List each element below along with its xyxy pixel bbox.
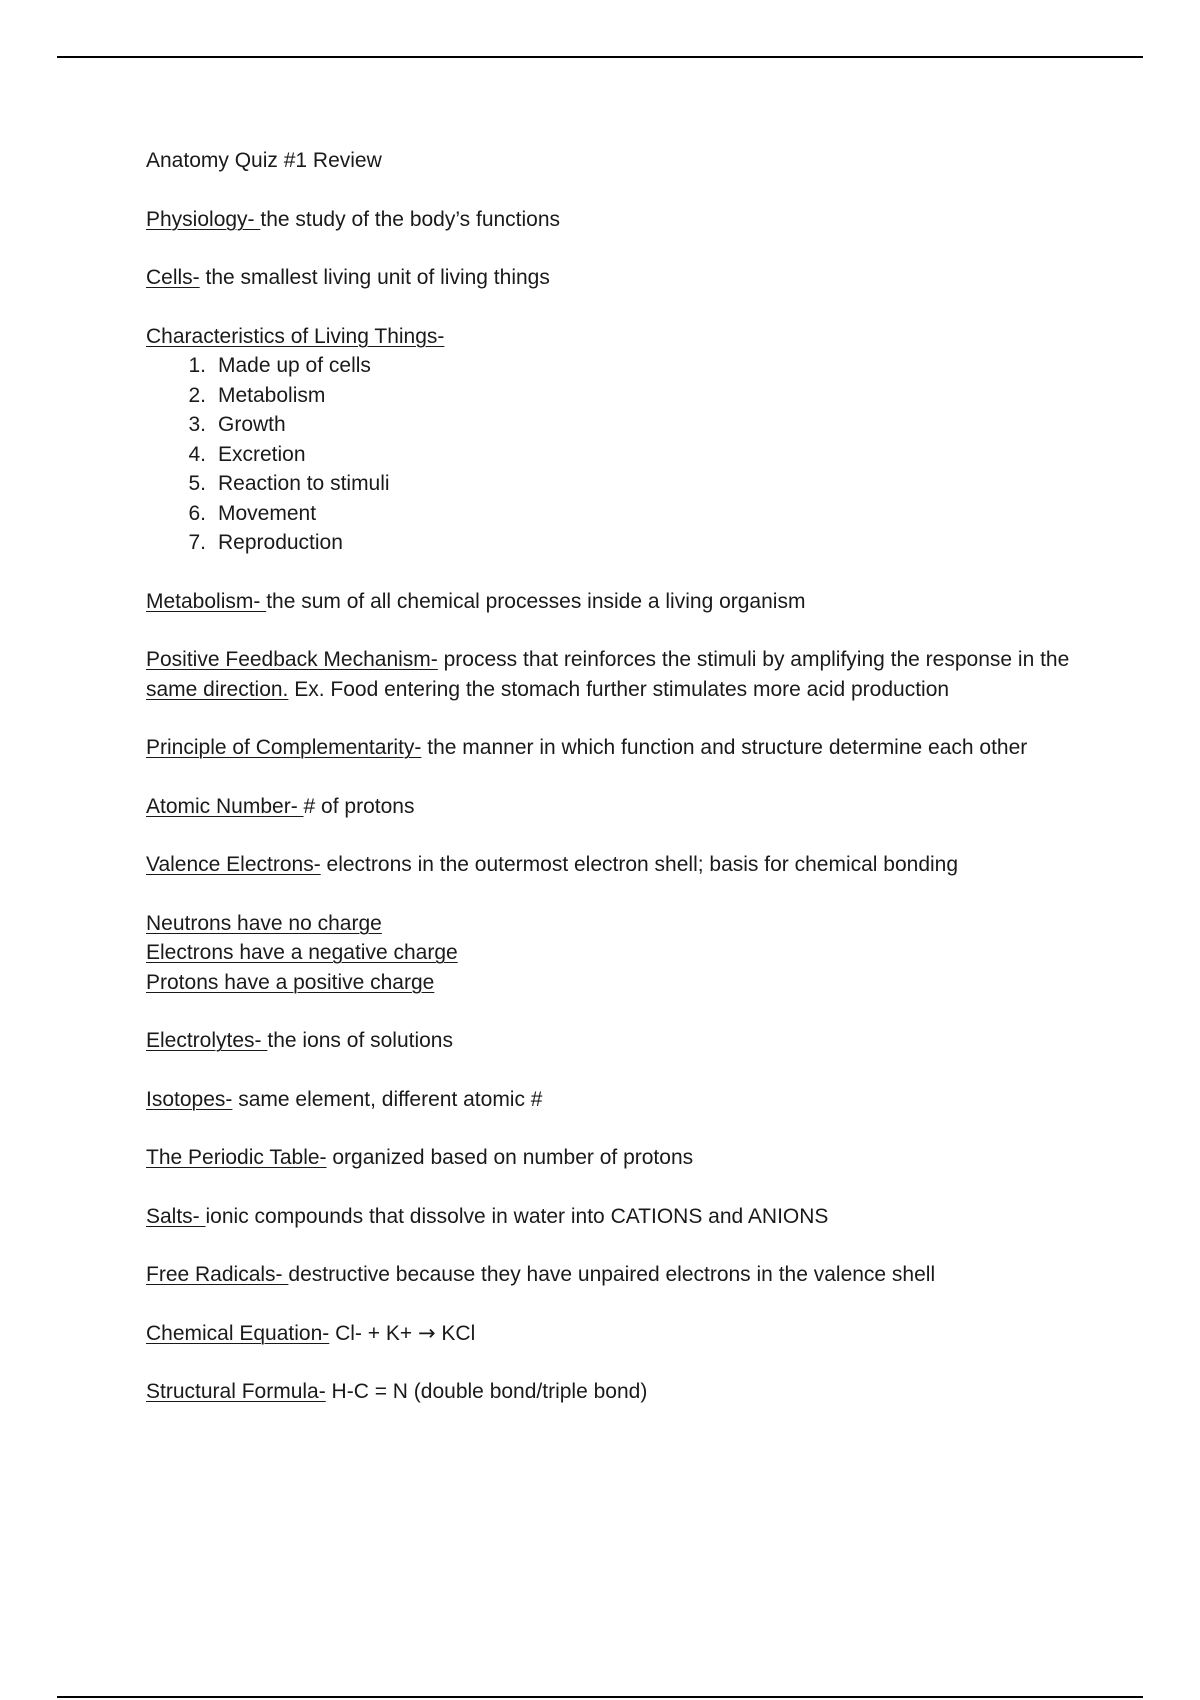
document-body [146, 146, 1096, 1407]
list-item: 2. Metabolism [188, 383, 326, 407]
entry-salts: Salts- ionic compounds that dissolve in water into CATIONS and ANIONS [146, 1204, 829, 1228]
entry-characteristics [146, 322, 1096, 352]
term-periodic-table: The Periodic Table- [146, 1146, 327, 1169]
term-positive-feedback: Positive Feedback Mechanism- [146, 648, 438, 671]
list-item: 5. Reaction to stimuli [188, 472, 390, 495]
term-structural-formula: Structural Formula- [146, 1380, 326, 1403]
term-complementarity: Principle of Complementarity- [146, 736, 422, 759]
list-item: 4. Excretion [188, 442, 306, 466]
term-cells: Cells- [146, 266, 200, 289]
term-characteristics: Characteristics of Living Things- [146, 324, 445, 348]
entry-periodic-table: The Periodic Table- organized based on number of protons [146, 1146, 694, 1169]
list-item: 7. Reproduction [188, 531, 343, 554]
entry-valence-electrons: Valence Electrons- electrons in the outermost electron shell; basis for chemical bonding [146, 853, 959, 876]
charge-electrons: Electrons have a negative charge [146, 941, 458, 964]
entry-atomic-number: Atomic Number- # of protons [146, 794, 415, 818]
list-item: 6. Movement [188, 501, 317, 525]
term-isotopes: Isotopes- [146, 1087, 233, 1111]
entry-cells [146, 263, 1096, 293]
def-physiology: the study of the body’s functions [260, 207, 561, 231]
charge-protons: Protons have a positive charge [146, 970, 435, 994]
entry-isotopes: Isotopes- same element, different atomic # [146, 1087, 543, 1111]
header-rule [57, 56, 1143, 58]
entry-positive-feedback: Positive Feedback Mechanism- process that reinforces the stimuli by amplifying the response in the same direction. Ex. Food entering the stomach further stimulates more acid production [146, 648, 1070, 701]
entry-physiology [146, 205, 1096, 235]
same-direction-emphasis: same direction. [146, 677, 289, 701]
charge-neutrons: Neutrons have no charge [146, 911, 382, 935]
term-metabolism: Metabolism- [146, 589, 267, 613]
term-salts: Salts- [146, 1204, 206, 1228]
term-chemical-equation: Chemical Equation- [146, 1321, 330, 1345]
term-valence-electrons: Valence Electrons- [146, 853, 321, 876]
list-item: 3. Growth [188, 413, 286, 436]
entry-metabolism [146, 587, 1096, 617]
term-physiology: Physiology- [146, 207, 261, 231]
charges-block [146, 909, 1096, 998]
def-metabolism: the sum of all chemical processes inside a living organism [266, 589, 806, 613]
document-title: Anatomy Quiz #1 Review [146, 149, 382, 172]
right-arrow-icon: → [417, 1320, 436, 1345]
entry-chemical-equation: Chemical Equation- Cl- + K+ → KCl [146, 1320, 476, 1345]
term-electrolytes: Electrolytes- [146, 1029, 268, 1052]
entry-structural-formula: Structural Formula- H-C = N (double bond/triple bond) [146, 1380, 648, 1403]
term-free-radicals: Free Radicals- [146, 1263, 289, 1286]
footer-rule [57, 1696, 1143, 1698]
entry-complementarity: Principle of Complementarity- the manner in which function and structure determine each other [146, 736, 1028, 759]
def-cells: the smallest living unit of living things [199, 266, 550, 289]
entry-electrolytes: Electrolytes- the ions of solutions [146, 1029, 453, 1052]
characteristics-list [146, 351, 1096, 558]
term-atomic-number: Atomic Number- [146, 794, 304, 818]
entry-free-radicals: Free Radicals- destructive because they have unpaired electrons in the valence shell [146, 1263, 936, 1286]
list-item: 1. Made up of cells [188, 354, 371, 377]
